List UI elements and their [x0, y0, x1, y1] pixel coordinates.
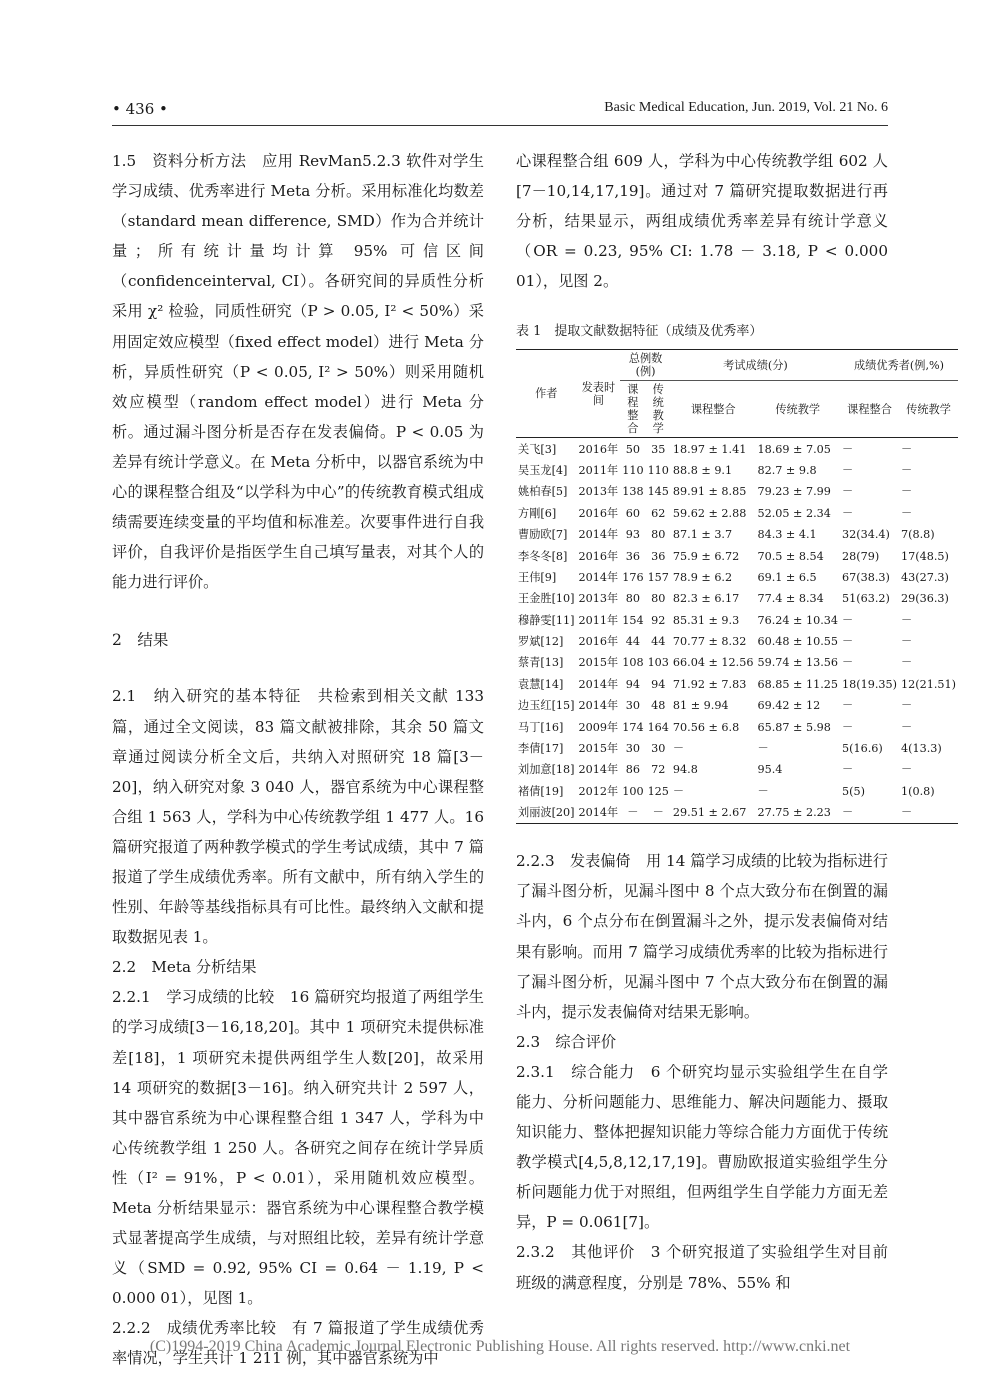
data-table: [516, 349, 958, 824]
table-cell-n1: 138: [622, 485, 644, 499]
table-row: [516, 631, 958, 652]
table-cell-name: 关飞[3]: [518, 442, 557, 456]
table-cell-year: 2015年: [578, 741, 619, 755]
table-cell-n2: 110: [647, 464, 669, 478]
table-cell-s2: 52.05 ± 2.34: [757, 506, 831, 520]
table-cell-r1: －: [842, 720, 854, 734]
table-cell-s2: 65.87 ± 5.98: [757, 720, 831, 734]
table-cell-n1: 30: [625, 741, 640, 755]
table-cell-year: 2012年: [578, 784, 619, 798]
table-cell-s2: 82.7 ± 9.8: [757, 464, 817, 478]
table-cell-r1: 5(5): [842, 784, 865, 798]
table-cell-year: 2013年: [578, 485, 619, 499]
table-cell-n1: 80: [625, 592, 640, 606]
right-column: [516, 146, 957, 1298]
table-cell-s2: 27.75 ± 2.23: [755, 802, 840, 824]
table-cell-n2: 157: [647, 570, 669, 584]
table-cell-r2: 17(48.5): [901, 549, 949, 563]
table-cell-name: 袁慧[14]: [518, 677, 564, 691]
table-cell-s2: 68.85 ± 11.25: [757, 677, 839, 691]
paragraph-2-3-2: 2.3.2 其他评价 3 个研究报道了实验组学生对目前班级的满意程度，分别是 78%、55% 和: [516, 1243, 888, 1292]
table-row: [516, 716, 958, 737]
table-cell-s1: 66.04 ± 12.56: [672, 656, 754, 670]
table-row: [516, 588, 958, 609]
table-cell-year: 2016年: [578, 549, 619, 563]
table-row: [516, 652, 958, 673]
table-cell-name: 李冬冬[8]: [518, 549, 568, 563]
table-row: [516, 609, 958, 630]
table-cell-r1: 28(79): [842, 549, 880, 563]
table-cell-r1: 67(38.3): [842, 570, 890, 584]
table-cell-s2: 79.23 ± 7.99: [757, 485, 831, 499]
table-cell-r1: －: [842, 656, 854, 670]
table-cell-r2: 29(36.3): [901, 592, 949, 606]
table-cell-name: 李倩[17]: [518, 741, 564, 755]
table-cell-n2: 80: [651, 592, 666, 606]
table-row: [516, 545, 958, 566]
table-cell-s1: 81 ± 9.94: [672, 699, 729, 713]
paragraph-2-1: 2.1 纳入研究的基本特征 共检索到相关文献 133 篇，通过全文阅读，83 篇文献被排除，其余 50 篇文章通过阅读分析全文后，共纳入对照研究 18 篇[3－20]，纳入研究对象 3 040 人，器官系统为中心课程整合组 1 563 人，学科为中心传统教学组 1 477 人。16 篇研究报道了两种教学模式的学生考试成绩，其中 7 篇报道了学生成绩优秀率。所有文献中，所有纳入学生的性别、年龄等基线指标具有可比性。最终纳入文献和提取数据见表 1。: [112, 687, 484, 947]
table-cell-s1: 78.9 ± 6.2: [672, 570, 733, 584]
th-author: 作者: [516, 350, 577, 438]
table-cell-s2: 18.69 ± 7.05: [757, 442, 831, 456]
table-cell-n2: 72: [651, 763, 666, 777]
table-cell-name: 蔡青[13]: [518, 656, 564, 670]
table-cell-r1: －: [840, 802, 899, 824]
table-cell-n1: 44: [625, 635, 640, 649]
table-cell-name: 方剛[6]: [518, 506, 557, 520]
table-cell-n2: －: [646, 802, 671, 824]
table-cell-name: 曹励欧[7]: [518, 528, 568, 542]
table-cell-n1: 110: [622, 464, 644, 478]
table-cell-r1: 18(19.35): [842, 677, 898, 691]
table-cell-r2: －: [901, 442, 913, 456]
table-cell-r1: 32(34.4): [842, 528, 890, 542]
paragraph-2-2-1: 2.2.1 学习成绩的比较 16 篇研究均报道了两组学生的学习成绩[3－16,18,20]。其中 1 项研究未提供标准差[18]，1 项研究未提供两组学生人数[20]，故采用 14 项研究的数据[3－16]。纳入研究共计 2 597 人，其中器官系统为中心课程整合组 1 347 人，学科为中心传统教学组 1 250 人。各研究之间存在统计学异质性（I² = 91%，P < 0.01），采用随机效应模型。Meta 分析结果显示：器官系统为中心课程整合教学模式显著提高学生成绩，与对照组比较，差异有统计学意义（SMD = 0.92, 95% CI = 0.64 － 1.19, P < 0.000 01），见图 1。: [112, 988, 484, 1308]
table-cell-n1: 86: [625, 763, 640, 777]
table-cell-n1: 30: [625, 699, 640, 713]
table-cell-name: 边玉红[15]: [518, 699, 575, 713]
table-cell-r1: －: [842, 635, 854, 649]
table-cell-s2: 69.42 ± 12: [757, 699, 821, 713]
table-cell-r2: －: [901, 699, 913, 713]
th-excellent-trad: 传统教学: [899, 381, 958, 438]
table-row: [516, 695, 958, 716]
table-cell-r1: －: [842, 699, 854, 713]
th-total-trad: 传统教学: [646, 381, 671, 438]
table-cell-s1: 70.77 ± 8.32: [672, 635, 747, 649]
table-cell-r1: 51(63.2): [842, 592, 890, 606]
table-cell-name: 吴玉龙[4]: [518, 464, 568, 478]
table-cell-s2: 70.5 ± 8.54: [757, 549, 824, 563]
table-cell-r2: －: [901, 720, 913, 734]
table-row: [516, 481, 958, 502]
table-cell-n2: 94: [651, 677, 666, 691]
table-cell-s1: 88.8 ± 9.1: [672, 464, 733, 478]
paragraph-2-3-1: 2.3.1 综合能力 6 个研究均显示实验组学生在自学能力、分析问题能力、思维能力、解决问题能力、摄取知识能力、整体把握知识能力等综合能力方面优于传统教学模式[4,5,8,12,17,19]。曹励欧报道实验组学生分析问题能力优于对照组，但两组学生自学能力方面无差异，P = 0.061[7]。: [516, 1062, 888, 1232]
table-row: [516, 738, 958, 759]
table-cell-name: 刘加意[18]: [518, 763, 575, 777]
header-rule: [112, 125, 888, 126]
paragraph-2-2-2: 2.2.2 成绩优秀率比较 有 7 篇报道了学生成绩优秀率情况，学生共计 1 211 例，其中器官系统为中: [112, 1319, 484, 1368]
table-cell-r2: －: [899, 802, 958, 824]
table-row: [516, 524, 958, 545]
table-cell-year: 2009年: [578, 720, 619, 734]
table-cell-r2: 12(21.51): [901, 677, 957, 691]
table-cell-year: 2013年: [578, 592, 619, 606]
table-cell-s1: 18.97 ± 1.41: [672, 442, 747, 456]
table-cell-n1: －: [620, 802, 645, 824]
table-cell-year: 2016年: [578, 635, 619, 649]
table-cell-name: 王伟[9]: [518, 570, 557, 584]
th-year: 发表时间: [577, 350, 621, 438]
table-cell-name: 褚倩[19]: [518, 784, 564, 798]
table-cell-n2: 48: [651, 699, 666, 713]
table-cell-r1: 5(16.6): [842, 741, 883, 755]
th-excellent-integ: 课程整合: [840, 381, 899, 438]
subheading-2-3: 2.3 综合评价: [516, 1032, 617, 1051]
table-cell-n1: 100: [622, 784, 644, 798]
table-cell-s1: 89.91 ± 8.85: [672, 485, 747, 499]
th-total: 总例数(例): [620, 350, 671, 381]
table-cell-s2: 69.1 ± 6.5: [757, 570, 817, 584]
table-cell-r2: －: [901, 656, 913, 670]
table-cell-n2: 103: [647, 656, 669, 670]
page-number: • 436 •: [112, 100, 168, 118]
table-cell-name: 刘丽波[20]: [516, 802, 577, 824]
table-cell-s1: －: [672, 741, 685, 755]
table-cell-n1: 154: [622, 613, 644, 627]
table-row: [516, 759, 958, 780]
table-cell-n2: 30: [651, 741, 666, 755]
table-cell-r1: －: [842, 485, 854, 499]
table-row: [516, 460, 958, 481]
table-cell-year: 2011年: [578, 464, 619, 478]
table-cell-r2: 7(8.8): [901, 528, 935, 542]
table-cell-year: 2016年: [578, 442, 619, 456]
table-cell-n1: 36: [625, 549, 640, 563]
table-cell-r2: －: [901, 613, 913, 627]
table-cell-s1: 70.56 ± 6.8: [672, 720, 740, 734]
table-cell-n2: 125: [647, 784, 669, 798]
table-cell-s2: －: [757, 784, 769, 798]
table-cell-r2: 4(13.3): [901, 741, 942, 755]
table-cell-n2: 92: [651, 613, 666, 627]
table-cell-year: 2015年: [578, 656, 619, 670]
table-cell-n2: 164: [647, 720, 669, 734]
table-caption: 表 1 提取文献数据特征（成绩及优秀率）: [516, 324, 763, 340]
table-cell-n1: 108: [622, 656, 644, 670]
table-cell-year: 2014年: [578, 699, 619, 713]
subheading-2-2: 2.2 Meta 分析结果: [112, 958, 257, 977]
table-cell-name: 姚柏春[5]: [518, 485, 568, 499]
table-cell-name: 王金胜[10]: [518, 592, 575, 606]
table-cell-r2: －: [901, 763, 913, 777]
table-cell-s2: 76.24 ± 10.34: [757, 613, 839, 627]
table-cell-r1: －: [842, 506, 854, 520]
table-cell-s1: 85.31 ± 9.3: [672, 613, 740, 627]
table-cell-r1: －: [842, 613, 854, 627]
table-cell-name: 马丁[16]: [518, 720, 564, 734]
table-cell-n2: 62: [651, 506, 666, 520]
table-cell-s1: 75.9 ± 6.72: [672, 549, 740, 563]
table-cell-year: 2014年: [578, 677, 619, 691]
table-cell-n2: 80: [651, 528, 666, 542]
table-cell-n1: 174: [622, 720, 644, 734]
table-cell-r1: －: [842, 763, 854, 777]
th-score-trad: 传统教学: [755, 381, 840, 438]
table-cell-year: 2014年: [578, 528, 619, 542]
table-cell-n1: 176: [622, 570, 644, 584]
table-cell-year: 2016年: [578, 506, 619, 520]
th-score: 考试成绩(分): [671, 350, 840, 381]
table-cell-s1: 71.92 ± 7.83: [672, 677, 747, 691]
table-cell-year: 2011年: [578, 613, 619, 627]
table-cell-r2: －: [901, 506, 913, 520]
table-row: [516, 780, 958, 801]
table-cell-s1: 59.62 ± 2.88: [672, 506, 747, 520]
table-row: [516, 802, 958, 824]
th-excellent: 成绩优秀者(例,%): [840, 350, 958, 381]
copyright-footer: (C)1994-2019 China Academic Journal Electronic Publishing House. All rights reserved. http://www.cnki.net: [149, 1338, 851, 1355]
table-row: [516, 567, 958, 588]
table-cell-s2: －: [757, 741, 769, 755]
table-cell-year: 2014年: [578, 763, 619, 777]
table-cell-r2: －: [901, 464, 913, 478]
table-cell-n2: 35: [651, 442, 666, 456]
table-cell-s1: 29.51 ± 2.67: [671, 802, 756, 824]
table-cell-year: 2014年: [578, 570, 619, 584]
table-cell-r2: －: [901, 485, 913, 499]
table-cell-s2: 84.3 ± 4.1: [757, 528, 817, 542]
table-cell-r1: －: [842, 442, 854, 456]
section-2-heading: 2 结果: [112, 631, 169, 650]
table-cell-s2: 95.4: [757, 763, 783, 777]
table-cell-n2: 36: [651, 549, 666, 563]
left-column: [112, 146, 484, 1374]
table-cell-r2: －: [901, 635, 913, 649]
table-cell-n2: 145: [647, 485, 669, 499]
table-cell-r2: 43(27.3): [901, 570, 949, 584]
table-cell-name: 穆静雯[11]: [518, 613, 575, 627]
paragraph-2-2-2-cont: 心课程整合组 609 人，学科为中心传统教学组 602 人[7－10,14,17,19]。通过对 7 篇研究提取数据进行再分析，结果显示，两组成绩优秀率差异有统计学意义（OR = 0.23, 95% CI: 1.78 － 3.18, P < 0.000 01），见图 2。: [516, 152, 888, 291]
table-cell-n1: 50: [625, 442, 640, 456]
table-cell-s1: 82.3 ± 6.17: [672, 592, 740, 606]
table-cell-n1: 93: [625, 528, 640, 542]
table-cell-s1: 94.8: [672, 763, 698, 777]
table-cell-n1: 94: [625, 677, 640, 691]
table-cell-n1: 60: [625, 506, 640, 520]
table-row: [516, 674, 958, 695]
journal-header: Basic Medical Education, Jun. 2019, Vol. 21 No. 6: [604, 100, 888, 115]
table-cell-s1: 87.1 ± 3.7: [672, 528, 733, 542]
table-cell-n2: 44: [651, 635, 666, 649]
th-total-integ: 课程整合: [620, 381, 645, 438]
table-row: [516, 503, 958, 524]
paragraph-2-2-3: 2.2.3 发表偏倚 用 14 篇学习成绩的比较为指标进行了漏斗图分析，见漏斗图中 8 个点大致分布在倒置的漏斗内，6 个点分布在倒置漏斗之外，提示发表偏倚对结果有影响。而用 7 篇学习成绩优秀率的比较为指标进行了漏斗图分析，见漏斗图中 7 个点大致分布在倒置的漏斗内，提示发表偏倚对结果无影响。: [516, 852, 888, 1021]
table-cell-s1: －: [672, 784, 685, 798]
paragraph-1-5: 1.5 资料分析方法 应用 RevMan5.2.3 软件对学生学习成绩、优秀率进行 Meta 分析。采用标准化均数差（standard mean difference, SMD）作为合并统计量；所有统计量均计算 95% 可信区间（confidenceinterval, CI）。各研究间的异质性分析采用 χ² 检验，同质性研究（P > 0.05, I² < 50%）采用固定效应模型（fixed effect model）进行 Meta 分析，异质性研究（P < 0.05, I² > 50%）则采用随机效应模型（random effect model）进行 Meta 分析。通过漏斗图分析是否存在发表偏倚。P < 0.05 为差异有统计学意义。在 Meta 分析中，以器官系统为中心的课程整合组及“以学科为中心”的传统教育模式组成绩需要连续变量的平均值和标准差。次要事件进行自我评价，自我评价是指医学生自己填写量表，对其个人的能力进行评价。: [112, 152, 484, 592]
table-cell-s2: 60.48 ± 10.55: [757, 635, 839, 649]
table-cell-year: 2014年: [577, 802, 621, 824]
table-cell-r2: 1(0.8): [901, 784, 935, 798]
table-cell-s2: 59.74 ± 13.56: [757, 656, 839, 670]
table-cell-s2: 77.4 ± 8.34: [757, 592, 824, 606]
th-score-integ: 课程整合: [671, 381, 756, 438]
table-cell-name: 罗斌[12]: [518, 635, 564, 649]
table-row: [516, 438, 958, 460]
table-cell-r1: －: [842, 464, 854, 478]
